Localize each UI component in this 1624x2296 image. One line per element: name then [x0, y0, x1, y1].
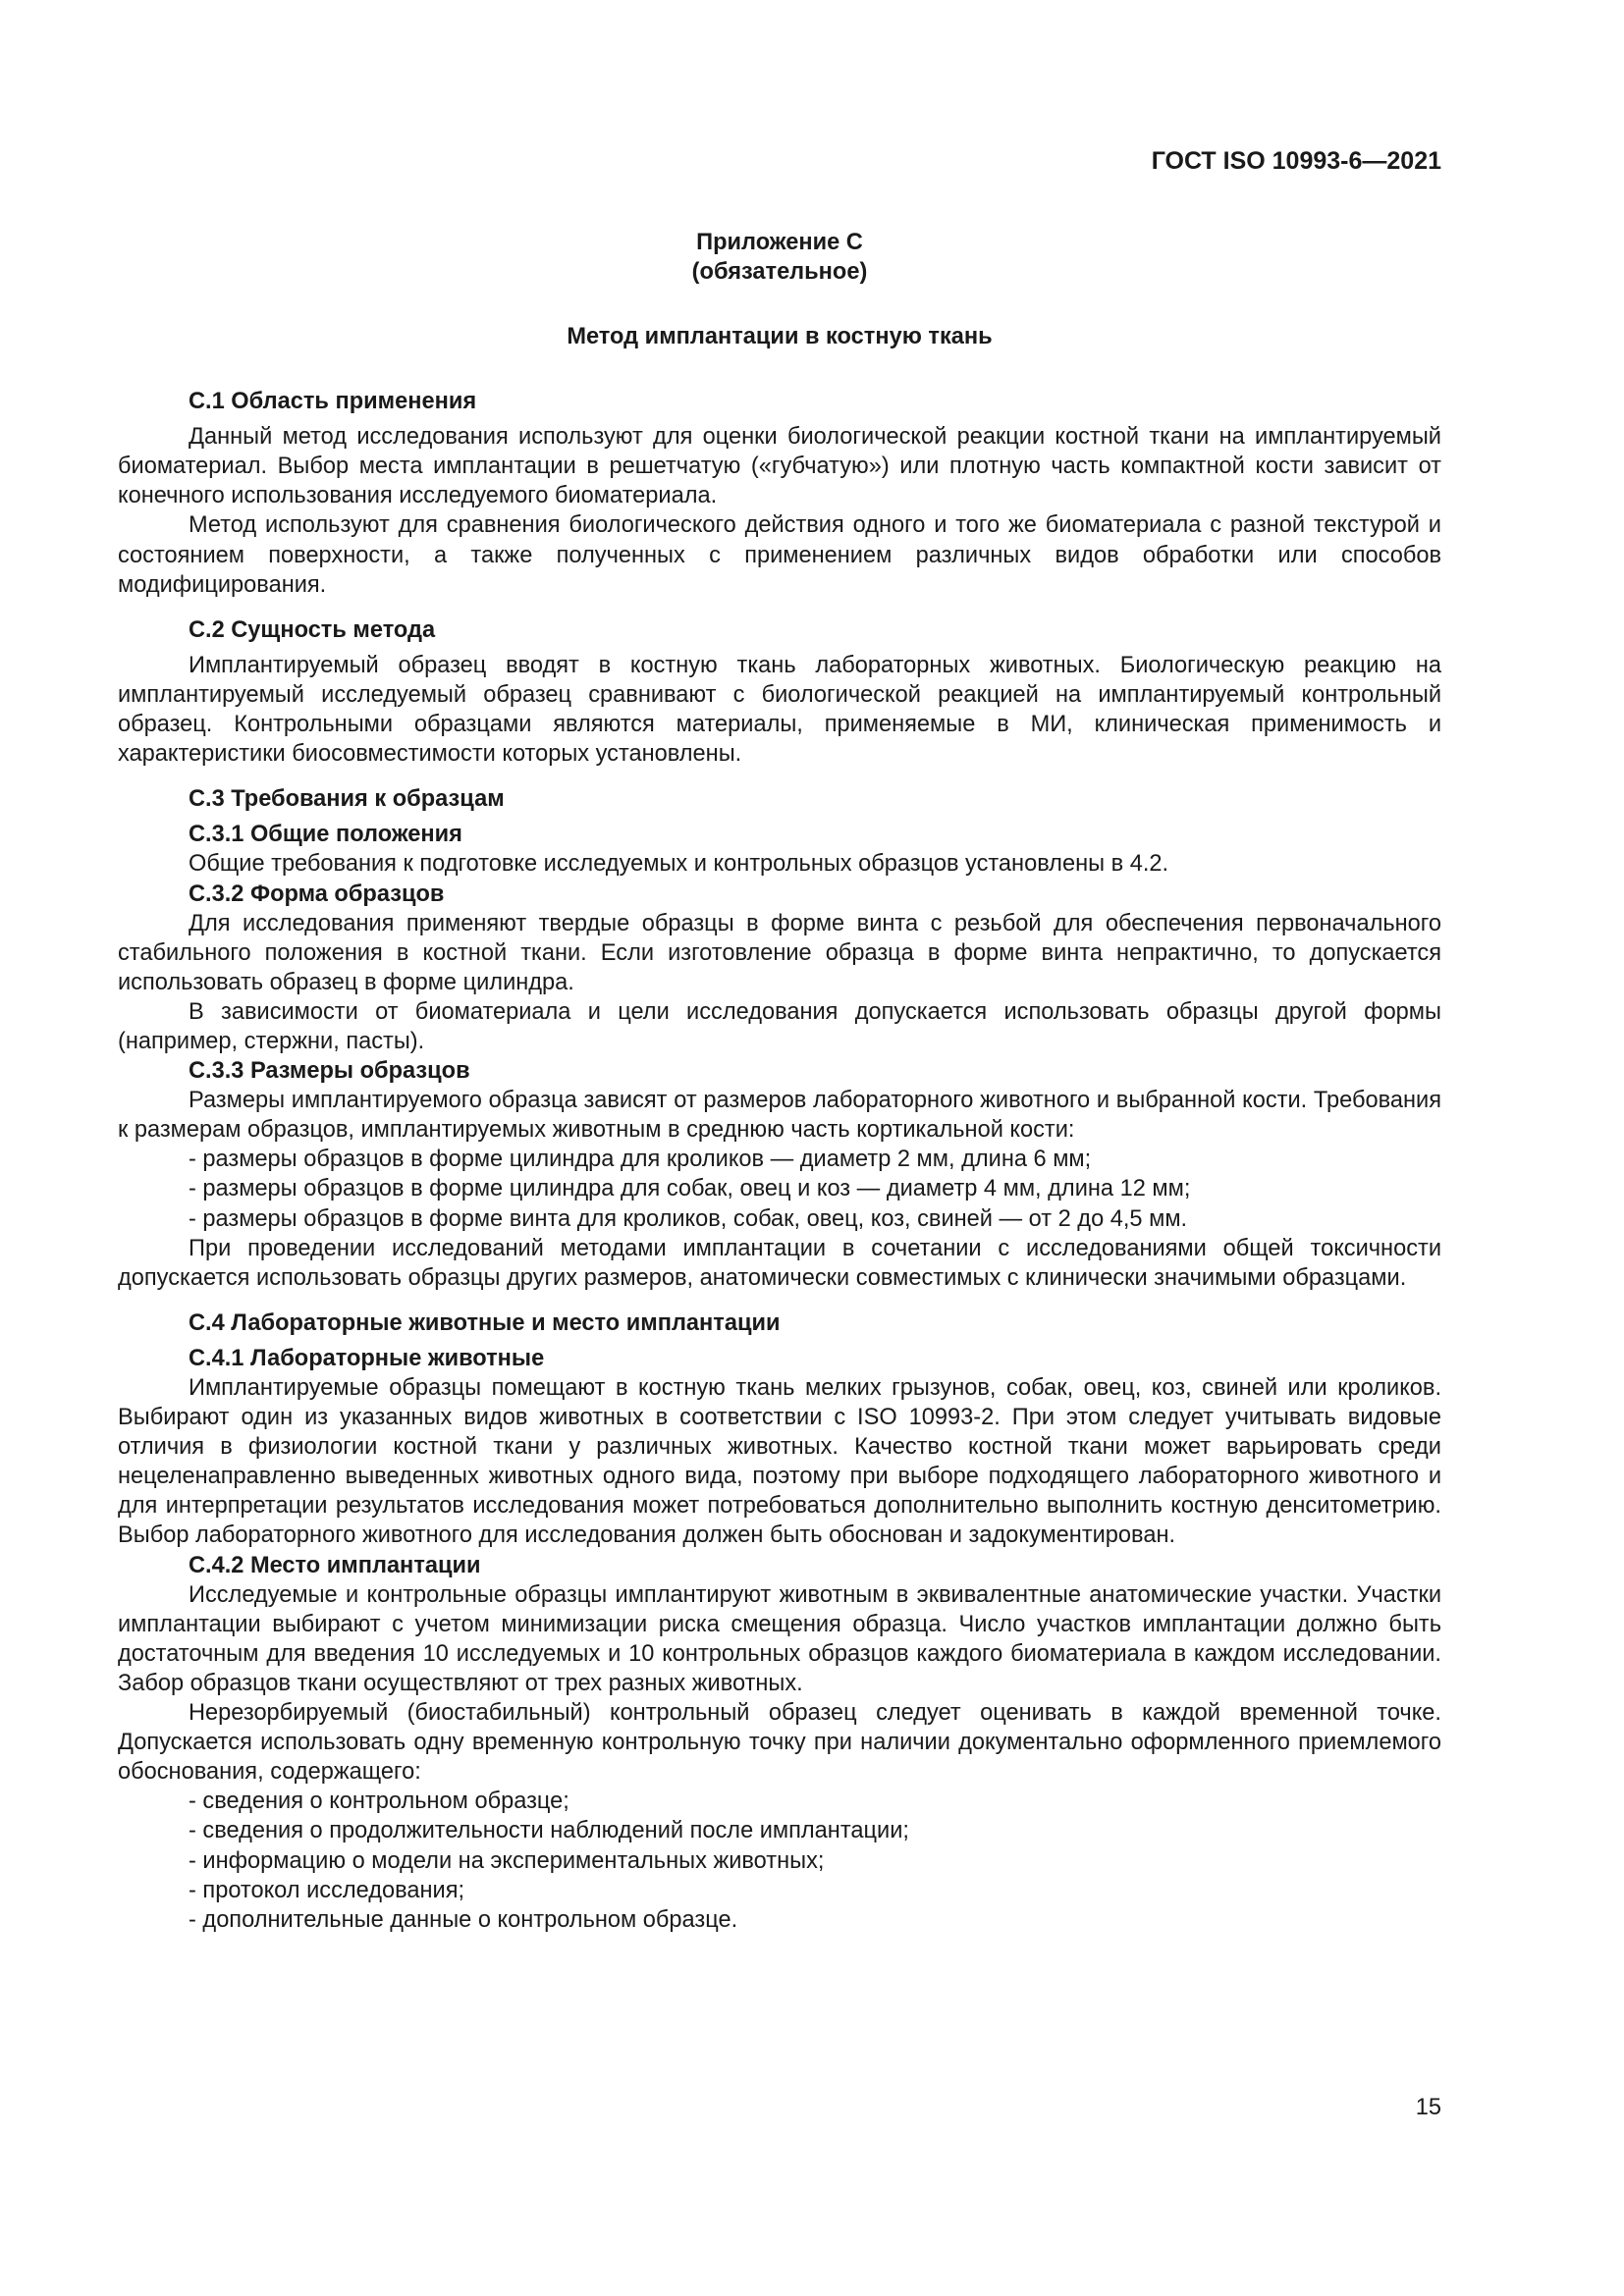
section-c41-paragraph: Имплантируемые образцы помещают в костную ткань мелких грызунов, собак, овец, коз, свиней или кроликов. Выбирают один из указанных видов животных в соответствии с ISO 10993-2. При этом следует учитывать видовые отличия в физиологии костной ткани у различных животных. Качество костной ткани может варьировать среди нецеленаправленно выведенных животных одного вида, поэтому при выборе подходящего лабораторного животного и для интерпретации результатов исследования может потребоваться дополнительно выполнить костную денситометрию. Выбор лабораторного животного для исследования должен быть обоснован и задокументирован.: [118, 1375, 1441, 1549]
section-c33-intro: Размеры имплантируемого образца зависят от размеров лабораторного животного и выбранной кости. Требования к размерам образцов, имплантируемых животным в среднюю часть кортикальной кости:: [118, 1088, 1441, 1144]
section-c1-heading: С.1 Область применения: [189, 389, 477, 415]
section-c4-heading: С.4 Лабораторные животные и место имплантации: [189, 1309, 781, 1336]
section-c42-list: [118, 1787, 1441, 1934]
page-title: Метод имплантации в костную ткань: [567, 324, 993, 349]
annex-label: Приложение С: [696, 230, 863, 255]
list-item: - размеры образцов в форме винта для кроликов, собак, овец, коз, свиней — от 2 до 4,5 мм.: [189, 1204, 1441, 1234]
section-c31-heading: С.3.1 Общие положения: [189, 822, 462, 848]
document-code: ГОСТ ISO 10993-6—2021: [1151, 147, 1441, 175]
list-item: - сведения о контрольном образце;: [189, 1787, 1441, 1816]
section-c42-paragraph: Нерезорбируемый (биостабильный) контрольный образец следует оценивать в каждой временной точке. Допускается использовать одну временную контрольную точку при наличии документально оформленного приемлемого обоснования, содержащего:: [118, 1700, 1441, 1786]
annex-status: (обязательное): [691, 259, 868, 285]
section-c1-paragraph: Данный метод исследования используют для оценки биологической реакции костной ткани на имплантируемый биоматериал. Выбор места имплантации в решетчатую («губчатую») или плотную часть компактной кости зависит от конечного использования исследуемого биоматериала.: [118, 424, 1441, 509]
section-c33-outro: При проведении исследований методами имплантации в сочетании с исследованиями общей токсичности допускается использовать образцы других размеров, анатомически совместимых с клинически значимыми образцами.: [118, 1235, 1441, 1291]
section-c2-heading: С.2 Сущность метода: [189, 616, 436, 643]
list-item: - дополнительные данные о контрольном образце.: [189, 1905, 1441, 1935]
section-c1-paragraph: Метод используют для сравнения биологического действия одного и того же биоматериала с разной текстурой и состоянием поверхности, а также полученных с применением различных видов обработки или способов модифицирования.: [118, 512, 1441, 598]
section-c33-heading: С.3.3 Размеры образцов: [189, 1058, 470, 1085]
section-c2-paragraph: Имплантируемый образец вводят в костную ткань лабораторных животных. Биологическую реакцию на имплантируемый исследуемый образец сравнивают с биологической реакцией на имплантируемый контрольный образец. Контрольными образцами являются материалы, применяемые в МИ, клиническая применимость и характеристики биосовместимости которых установлены.: [118, 652, 1441, 768]
annex-heading: [118, 228, 1441, 287]
section-c3-heading: С.3 Требования к образцам: [189, 786, 505, 813]
list-item: - протокол исследования;: [189, 1876, 1441, 1905]
section-c33-list: [118, 1145, 1441, 1233]
section-c42-paragraph: Исследуемые и контрольные образцы имплантируют животным в эквивалентные анатомические участки. Участки имплантации выбирают с учетом минимизации риска смещения образца. Число участков имплантации должно быть достаточным для введения 10 исследуемых и 10 контрольных образцов каждого биоматериала в каждом исследовании. Забор образцов ткани осуществляют от трех разных животных.: [118, 1581, 1441, 1696]
page-number: 15: [1415, 2095, 1441, 2120]
section-c32-paragraph: В зависимости от биоматериала и цели исследования допускается использовать образцы другой формы (например, стержни, пасты).: [118, 998, 1441, 1054]
list-item: - сведения о продолжительности наблюдений после имплантации;: [189, 1816, 1441, 1845]
list-item: - информацию о модели на экспериментальных животных;: [189, 1846, 1441, 1876]
section-c32-heading: С.3.2 Форма образцов: [189, 881, 445, 907]
list-item: - размеры образцов в форме цилиндра для кроликов — диаметр 2 мм, длина 6 мм;: [189, 1145, 1441, 1174]
section-c42-heading: С.4.2 Место имплантации: [189, 1552, 481, 1578]
page-content: [118, 228, 1441, 1935]
section-c32-paragraph: Для исследования применяют твердые образцы в форме винта с резьбой для обеспечения первоначального стабильного положения в костной ткани. Если изготовление образца в форме винта непрактично, то допускается использовать образец в форме цилиндра.: [118, 910, 1441, 995]
section-c41-heading: С.4.1 Лабораторные животные: [189, 1345, 545, 1371]
list-item: - размеры образцов в форме цилиндра для собак, овец и коз — диаметр 4 мм, длина 12 мм;: [189, 1174, 1441, 1203]
section-c31-paragraph: Общие требования к подготовке исследуемых и контрольных образцов установлены в 4.2.: [189, 851, 1169, 878]
